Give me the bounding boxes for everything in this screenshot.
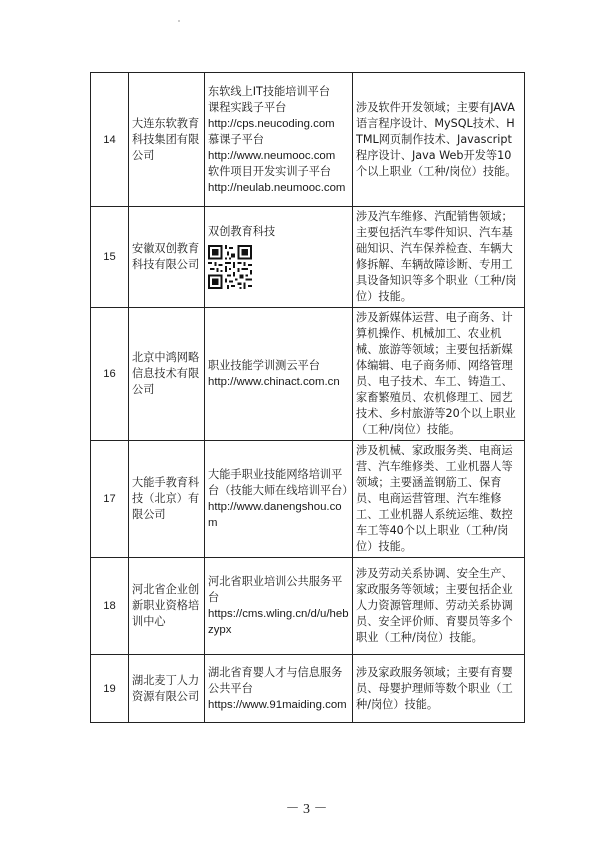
skills-description: 涉及新媒体运营、电子商务、计算机操作、机械加工、农业机械、旅游等领域；主要包括新媒体编辑、电子商务师、网络管理员、电子技术、车工、铸造工、家畜繁殖员、农机修理工、园艺技术、乡村旅游等20个以上职业（工种/岗位）技能。 [353, 308, 525, 441]
page-number: － 3 － [285, 802, 328, 817]
platform-cell [205, 655, 353, 723]
platform-name: 大能手职业技能网络培训平台（技能大师在线培训平台） [208, 468, 354, 497]
row-number: 17 [91, 441, 129, 558]
table-row [91, 441, 525, 558]
platform-url[interactable]: http://www.danengshou.com [208, 501, 342, 529]
skills-description: 涉及劳动关系协调、安全生产、家政服务等领域；主要包括企业人力资源管理师、劳动关系协调员、安全评价师、育婴员等多个职业（工种/岗位）技能。 [353, 558, 525, 655]
organization-name: 河北省企业创新职业资格培训中心 [129, 558, 205, 655]
platform-cell [205, 207, 353, 308]
platform-cell [205, 308, 353, 441]
training-platform-table [90, 72, 525, 723]
platform-subname: 课程实践子平台 [208, 100, 287, 114]
platform-name: 双创教育科技 [208, 224, 276, 238]
platform-url[interactable]: http://cps.neucoding.com [208, 117, 335, 130]
platform-cell [205, 73, 353, 207]
row-number: 14 [91, 73, 129, 207]
table-row [91, 207, 525, 308]
platform-name: 河北省职业培训公共服务平台 [208, 575, 343, 604]
organization-name: 大能手教育科技（北京）有限公司 [129, 441, 205, 558]
platform-cell [205, 441, 353, 558]
skills-description: 涉及家政服务领域；主要有育婴员、母婴护理师等数个职业（工种/岗位）技能。 [353, 655, 525, 723]
platform-cell [205, 558, 353, 655]
table-row [91, 73, 525, 207]
qr-code-icon[interactable] [208, 245, 252, 289]
table-row [91, 558, 525, 655]
platform-name: 东软线上IT技能培训平台 [208, 84, 331, 98]
organization-name: 北京中鸿网略信息技术有限公司 [129, 308, 205, 441]
organization-name: 安徽双创教育科技有限公司 [129, 207, 205, 308]
organization-name: 湖北麦丁人力资源有限公司 [129, 655, 205, 723]
row-number: 16 [91, 308, 129, 441]
platform-name: 职业技能学训测云平台 [208, 359, 320, 372]
table-row [91, 655, 525, 723]
platform-url[interactable]: http://www.neumooc.com [208, 149, 336, 162]
skills-description: 涉及软件开发领域；主要有JAVA语言程序设计、MySQL技术、HTML网页制作技术、Javascript程序设计、Java Web开发等10个以上职业（工种/岗位）技能。 [353, 73, 525, 207]
row-number: 19 [91, 655, 129, 723]
platform-subname: 软件项目开发实训子平台 [208, 164, 332, 178]
platform-name: 湖北省育婴人才与信息服务公共平台 [208, 665, 343, 695]
scan-speck [178, 20, 180, 22]
platform-url[interactable]: https://cms.wling.cn/d/u/hebzypx [208, 608, 349, 636]
platform-url[interactable]: http://www.chinact.com.cn [208, 376, 340, 388]
row-number: 15 [91, 207, 129, 308]
platform-subname: 慕课子平台 [208, 132, 264, 146]
organization-name: 大连东软教育科技集团有限公司 [129, 73, 205, 207]
platform-url[interactable]: https://www.91maiding.com [208, 698, 347, 711]
platform-url[interactable]: http://neulab.neumooc.com [208, 181, 346, 194]
table-row [91, 308, 525, 441]
row-number: 18 [91, 558, 129, 655]
skills-description: 涉及汽车维修、汽配销售领域；主要包括汽车零件知识、汽车基础知识、汽车保养检查、车辆大修拆解、车辆故障诊断、专用工具设备知识等多个职业（工种/岗位）技能。 [353, 207, 525, 308]
skills-description: 涉及机械、家政服务类、电商运营、汽车维修类、工业机器人等领域；主要涵盖钢筋工、保育员、电商运营管理、汽车维修工、工业机器人系统运维、数控车工等40个以上职业（工种/岗位）技能。 [353, 441, 525, 558]
